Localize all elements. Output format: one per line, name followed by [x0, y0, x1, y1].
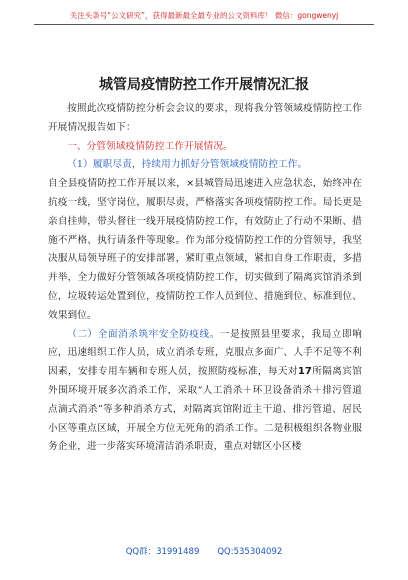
subsection-2-text-a: 一是按照县里要求，我局立即响应，迅速组织工作人员，成立消杀专班，克服点多面广、人手不足等不利因素，安排专用车辆和专班人员，按照防疫标准，每天对	[48, 328, 362, 378]
subsection-1-paragraph: 自全县疫情防控工作开展以来，×县城管局迅速进入应急状态，始终冲在抗疫一线，坚守岗位，履职尽责，严格落实各项疫情防控工作。局长更是亲自挂帅，带头督往一线开展疫情防控工作，有效防止了行动不果断、措施不严格、执行请条件等现象。作为部分疫情防控工作的分管领导，我坚决服从局领导班子的安排部署，紧盯重点领域，紧扣自身工作职责，多措并举，全力做好分管领域各项疫情防控工作，切实做到了隔离宾馆消杀到位，垃圾转运处置到位，疫情防控工作人员到位、措施到位、标准到位、效果到位。	[48, 178, 362, 321]
subsection-2-paragraph	[48, 326, 362, 458]
intro-paragraph: 按照此次疫情防控分析会会议的要求，现将我分管领域疫情防控工作开展情况报告如下：	[48, 103, 362, 133]
subsection-heading-1: （1）履职尽责，持续用力抓好分管领域疫情防控工作。	[67, 159, 308, 171]
footer-qq: QQ:535304092	[217, 547, 283, 557]
page-footer	[0, 545, 408, 557]
hotel-count: 17	[297, 366, 313, 378]
subsection-heading-2: （二）全面消杀筑牢安全防疫线。	[67, 328, 220, 340]
header-banner: 关注头条号“公文研究”，获得最新最全最专业的公文资料库！ 微信：gongwenyj	[69, 11, 339, 20]
document-body	[48, 100, 362, 457]
document-title: 城管局疫情防控工作开展情况汇报	[99, 77, 309, 93]
footer-qq-group: QQ群：31991489	[125, 547, 200, 557]
subsection-2-text-b: 所隔离宾馆外围环境开展多次消杀工作，采取“人工消杀＋环卫设备消杀＋排污管道点滴式消杀”等多种消杀方式，对隔离宾馆附近主干道、排污管道、居民小区等重点区域，开展全方位无死角的消杀工作。二是积极组织各物业服务企业，进一步落实环境清洁消杀职责，重点对辖区小区楼	[48, 366, 363, 453]
section-heading-1: 一、分管领域疫情防控工作开展情况。	[67, 140, 233, 152]
header-divider	[34, 24, 374, 25]
